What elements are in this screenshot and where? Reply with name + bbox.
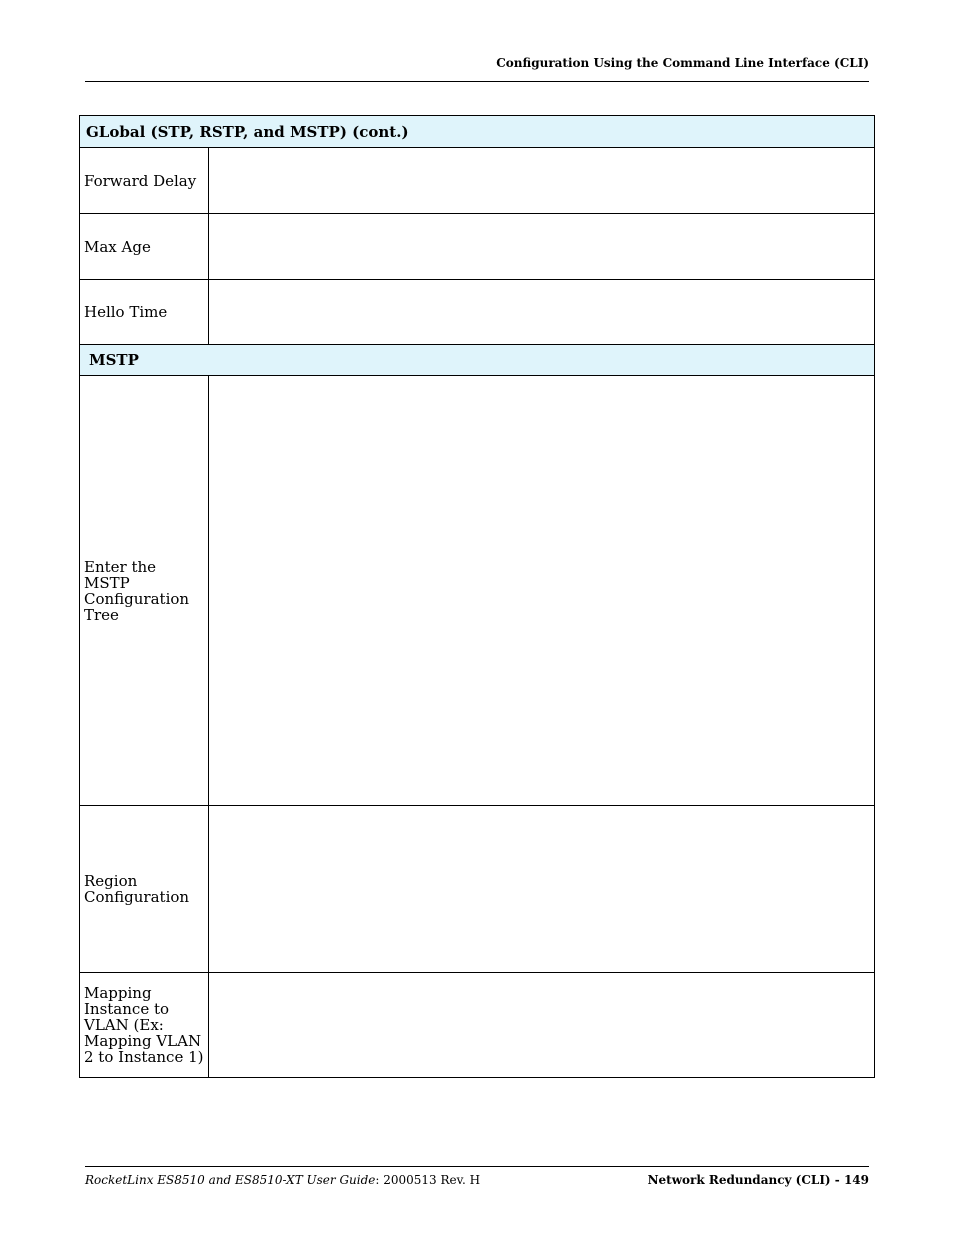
- config-table: [79, 115, 875, 1078]
- guide-title: RocketLinx ES8510 and ES8510-XT User Guide: [85, 1173, 376, 1187]
- row-label: Mapping Instance to VLAN (Ex: Mapping VLAN 2 to Instance 1): [80, 973, 209, 1077]
- row-value: [209, 214, 874, 279]
- row-value: [209, 806, 874, 972]
- section-header-global: GLobal (STP, RSTP, and MSTP) (cont.): [80, 116, 874, 147]
- table-row-forward-delay: [80, 147, 874, 213]
- header-divider: [85, 81, 869, 82]
- table-row-hello-time: [80, 279, 874, 344]
- table-row-max-age: [80, 213, 874, 279]
- row-value: [209, 280, 874, 344]
- row-label: Enter the MSTP Configuration Tree: [80, 376, 209, 805]
- doc-number: : 2000513 Rev. H: [375, 1173, 481, 1187]
- row-value: [209, 376, 874, 805]
- row-value: [209, 973, 874, 1077]
- section-header-mstp: MSTP: [80, 344, 874, 375]
- table-row-enter-mstp-tree: [80, 375, 874, 805]
- table-row-mapping-instance: [80, 972, 874, 1077]
- row-label: Forward Delay: [80, 148, 209, 213]
- footer-page-label: Network Redundancy (CLI) - 149: [647, 1173, 869, 1187]
- footer-guide-title: [85, 1173, 480, 1187]
- row-label: Max Age: [80, 214, 209, 279]
- running-header: Configuration Using the Command Line Interface (CLI): [496, 56, 869, 70]
- row-value: [209, 148, 874, 213]
- row-label: Hello Time: [80, 280, 209, 344]
- row-label: Region Configuration: [80, 806, 209, 972]
- footer-divider: [85, 1166, 869, 1167]
- table-row-region-configuration: [80, 805, 874, 972]
